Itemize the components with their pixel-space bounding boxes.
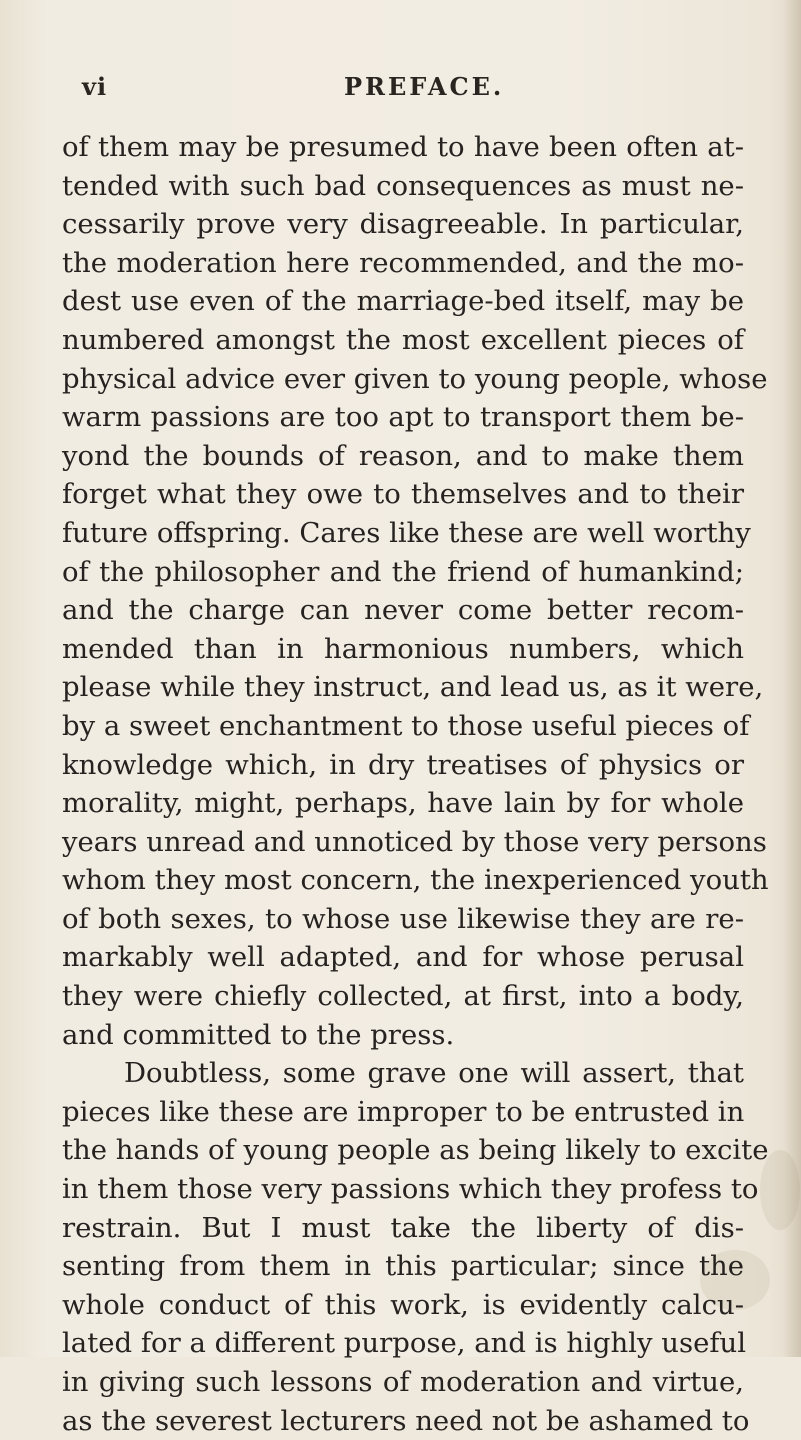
text-line: tended with such bad consequences as must ne- (62, 169, 744, 202)
text-line: numbered amongst the most excellent pieces of (62, 323, 744, 356)
text-line: they were chiefly collected, at first, into a body, (62, 980, 744, 1013)
text-line: warm passions are too apt to transport them be- (62, 401, 744, 434)
paragraph-end-line: and committed to the press. (62, 1018, 455, 1051)
text-line: restrain. But I must take the liberty of dis- (62, 1211, 744, 1244)
text-line: lated for a different purpose, and is highly useful (62, 1327, 747, 1360)
text-line: whole conduct of this work, is evidently calcu- (62, 1288, 744, 1321)
text-line: whom they most concern, the inexperienced youth (62, 864, 769, 897)
text-line: markably well adapted, and for whose perusal (62, 941, 744, 974)
page-number: vi (82, 72, 108, 101)
text-line: dest use even of the marriage-bed itself, may be (62, 285, 744, 318)
text-line: senting from them in this particular; since the (62, 1250, 744, 1283)
text-line: of them may be presumed to have been often at- (62, 131, 744, 163)
text-line: years unread and unnoticed by those very persons (62, 825, 767, 858)
running-head: PREFACE. (344, 72, 505, 101)
text-line: cessarily prove very disagreeable. In particular, (62, 208, 744, 241)
text-line: morality, might, perhaps, have lain by for whole (62, 787, 744, 820)
text-line: as the severest lecturers need not be ashamed to (62, 1404, 750, 1437)
text-line: in giving such lessons of moderation and virtue, (62, 1366, 744, 1398)
text-line: pieces like these are improper to be entrusted in (62, 1095, 745, 1128)
paragraph-start-line: Doubtless, some grave one will assert, that (124, 1057, 744, 1090)
text-line: yond the bounds of reason, and to make them (62, 439, 744, 472)
text-line: please while they instruct, and lead us, as it were, (62, 671, 764, 704)
text-line: physical advice ever given to young people, whose (62, 362, 768, 395)
text-line: of both sexes, to whose use likewise they are re- (62, 902, 744, 935)
text-line: knowledge which, in dry treatises of physics or (62, 748, 744, 781)
text-line: and the charge can never come better recom- (62, 594, 744, 627)
text-line: in them those very passions which they profess to (62, 1173, 759, 1206)
text-line: future offspring. Cares like these are well worthy (62, 516, 751, 549)
text-line: the hands of young people as being likely to excite (62, 1134, 769, 1167)
text-line: mended than in harmonious numbers, which (62, 632, 744, 665)
text-line: forget what they owe to themselves and to their (62, 478, 744, 511)
page-header (82, 72, 722, 112)
text-line: of the philosopher and the friend of humankind; (62, 555, 744, 588)
text-line: by a sweet enchantment to those useful pieces of (62, 709, 750, 742)
text-line: the moderation here recommended, and the mo- (62, 246, 744, 279)
body-text (62, 128, 769, 1440)
